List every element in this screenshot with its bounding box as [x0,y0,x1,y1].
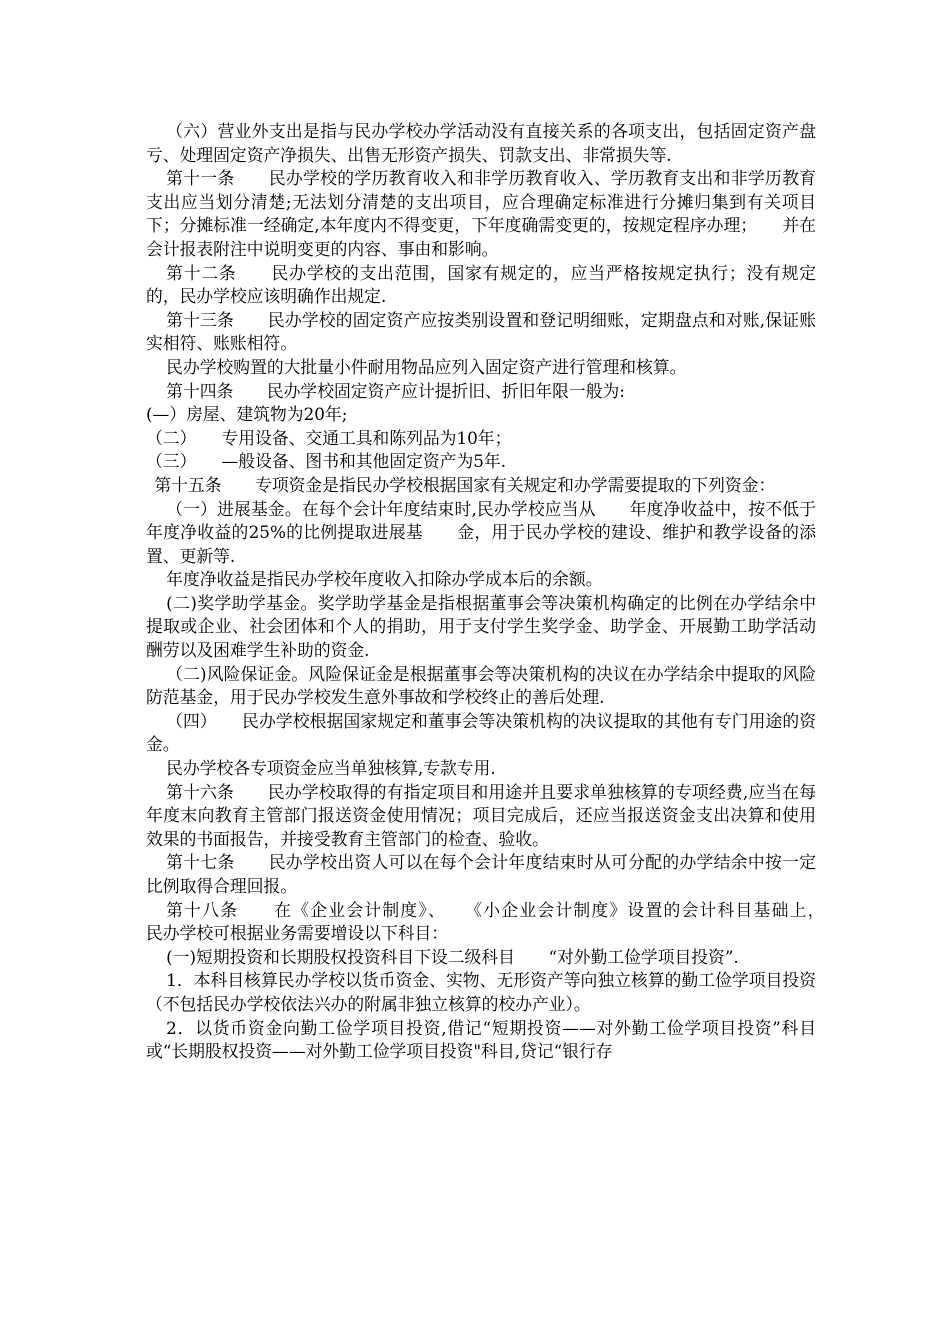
paragraph-article-18: 第十八条 在《企业会计制度》、 《小企业会计制度》设置的会计科目基础上， 民办学校可根据业务需要增设以下科目： [146,899,850,944]
paragraph-article-13: 第十三条 民办学校的固定资产应按类别设置和登记明细账，定期盘点和对账,保证账实相符、账账相符。 [146,309,816,354]
paragraph-article-15: 第十五条 专项资金是指民办学校根据国家有关规定和办学需要提取的下列资金： [154,474,776,495]
paragraph-article-16: 第十六条 民办学校取得的有指定项目和用途并且要求单独核算的专项经费,应当在每年度末向教育主管部门报送资金使用情况；项目完成后，还应当报送资金支出决算和使用效果的书面报告，并接受教育主管部门的检查、验收。 [146,781,816,849]
paragraph-special-equipment-depreciation: （二） 专用设备、交通工具和陈列品为10年； [146,427,512,448]
paragraph-article-11: 第十一条 民办学校的学历教育收入和非学历教育收入、学历教育支出和非学历教育支出应当划分清楚;无法划分清楚的支出项目，应合理确定标准进行分摊归集到有关项目下；分摊标准一经确定,本年度内不得变更，下年度确需变更的，按规定程序办理； 并在会计报表附注中说明变更的内容、事由和影响。 [146,168,816,259]
paragraph-other-funds: （四） 民办学校根据国家规定和董事会等决策机构的决议提取的其他有专门用途的资金。 [146,710,816,755]
paragraph-investment-subaccount: (一)短期投资和长期股权投资科目下设二级科目 “对外勤工俭学项目投资”. [166,946,739,967]
paragraph-risk-guarantee-fund: （二)风险保证金。风险保证金是根据董事会等决策机构的决议在办学结余中提取的风险防范基金，用于民办学校发生意外事故和学校终止的善后处理. [146,663,816,708]
paragraph-item-1: 1．本科目核算民办学校以货币资金、实物、无形资产等向独立核算的勤工俭学项目投资（不包括民办学校依法兴办的附属非独立核算的校办产业）。 [146,970,816,1014]
paragraph-non-operating-expenses: （六）营业外支出是指与民办学校办学活动没有直接关系的各项支出，包括固定资产盘亏、处理固定资产净损失、出售无形资产损失、罚款支出、非常损失等. [146,121,816,165]
paragraph-net-income-definition: 年度净收益是指民办学校年度收入扣除办学成本后的余额。 [166,569,603,590]
document-body [146,120,850,1064]
paragraph-article-12: 第十二条 民办学校的支出范围，国家有规定的，应当严格按规定执行；没有规定的，民办学校应该明确作出规定. [146,262,816,307]
paragraph-item-2: 2．以货币资金向勤工俭学项目投资,借记“短期投资——对外勤工俭学项目投资”科目或“长期股权投资——对外勤工俭学项目投资"科目,贷记“银行存 [146,1017,816,1062]
paragraph-article-14: 第十四条 民办学校固定资产应计提折旧、折旧年限一般为: [166,380,625,401]
paragraph-buildings-depreciation: (—）房屋、建筑物为20年; [146,404,348,425]
paragraph-scholarship-fund: (二)奖学助学基金。奖学助学基金是指根据董事会等决策机构确定的比例在办学结余中提取或企业、社会团体和个人的捐助，用于支付学生奖学金、助学金、开展勤工助学活动酬劳以及困难学生补助的资金. [146,592,816,661]
paragraph-separate-accounting: 民办学校各专项资金应当单独核算,专款专用. [166,758,496,779]
paragraph-general-equipment-depreciation: （三） —般设备、图书和其他固定资产为5年. [146,451,507,472]
paragraph-article-17: 第十七条 民办学校出资人可以在每个会计年度结束时从可分配的办学结余中按一定比例取得合理回报。 [146,852,816,896]
paragraph-low-value-items: 民办学校购置的大批量小件耐用物品应列入固定资产进行管理和核算。 [166,356,687,377]
paragraph-development-fund: （一）进展基金。在每个会计年度结束时,民办学校应当从 年度净收益中，按不低于年度净收益的25%的比例提取进展基 金，用于民办学校的建设、维护和教学设备的添置、更新等. [146,498,816,566]
